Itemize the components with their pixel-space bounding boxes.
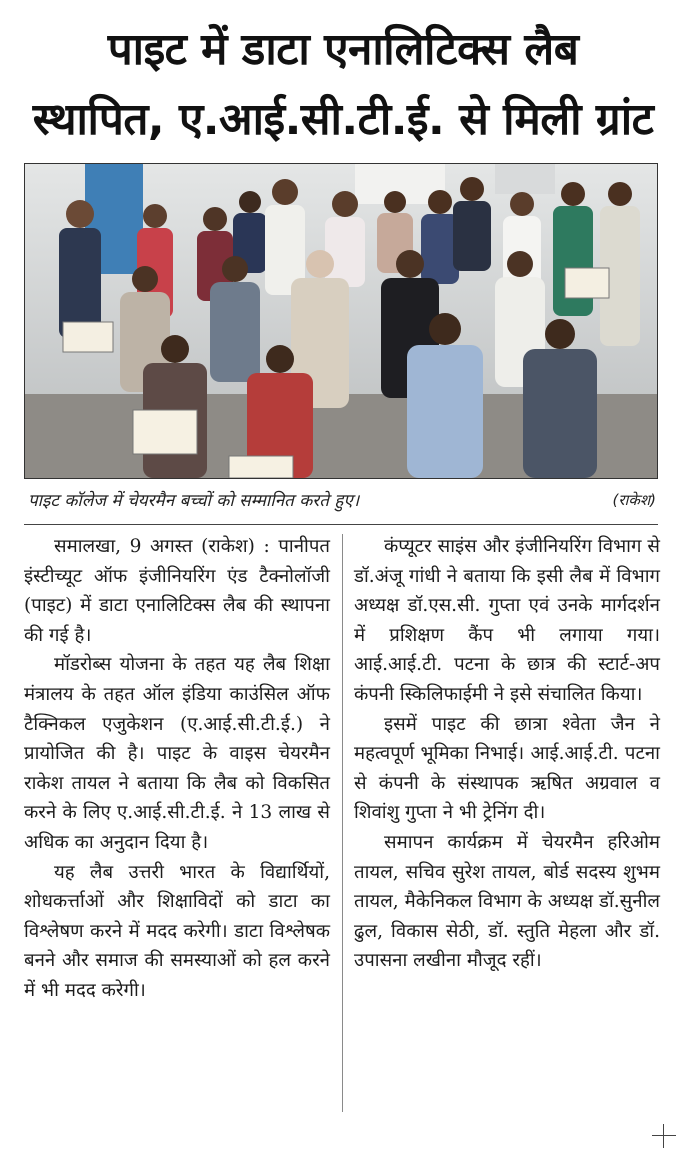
body-column-right: [354, 532, 660, 976]
body-paragraph: मॉडरोब्स योजना के तहत यह लैब शिक्षा मंत्रालय के तहत ऑल इंडिया काउंसिल ऑफ टैक्निकल एजुकेशन (ए.आई.सी.टी.ई.) ने प्रायोजित की है। पाइट के वाइस चेयरमैन राकेश तायल ने बताया कि लैब को विकसित करने के लिए ए.आई.सी.टी.ई. ने 13 लाख से अधिक का अनुदान दिया है।: [24, 654, 330, 853]
photo-caption: पाइट कॉलेज में चेयरमैन बच्चों को सम्मानित करते हुए।: [28, 491, 360, 511]
registration-mark-icon: [652, 1124, 676, 1148]
body-paragraph: यह लैब उत्तरी भारत के विद्यार्थियों, शोधकर्त्ताओं और शिक्षाविदों को डाटा का विश्लेषण करने में मदद करेगी। डाटा विश्लेषक बनने और समाज की समस्याओं को हल करने में भी मदद करेगी।: [24, 861, 330, 1001]
body-paragraph: समापन कार्यक्रम में चेयरमैन हरिओम तायल, सचिव सुरेश तायल, बोर्ड सदस्य शुभम तायल, मैकेनिकल विभाग के अध्यक्ष डॉ.सुनील ढुल, विकास सेठी, डॉ. स्तुति मेहला और डॉ. उपासना लखीना मौजूद रहीं।: [354, 831, 660, 972]
body-paragraph: समालखा, 9 अगस्त (राकेश) : पानीपत इंस्टीच्यूट ऑफ इंजीनियरिंग एंड टैक्नोलॉजी (पाइट) में डाटा एनालिटिक्स लैब की स्थापना की गई है।: [24, 536, 330, 646]
body-paragraph: इसमें पाइट की छात्रा श्वेता जैन ने महत्वपूर्ण भूमिका निभाई। आई.आई.टी. पटना से कंपनी के संस्थापक ऋषित अग्रवाल व शिवांशु गुप्ता ने भी ट्रेनिंग दी।: [354, 713, 660, 824]
headline-line-1: पाइट में डाटा एनालिटिक्स लैब: [107, 24, 579, 75]
headline-line-2: स्थापित, ए.आई.सी.टी.ई. से मिली ग्रांट: [32, 94, 654, 145]
caption-divider: [24, 524, 658, 525]
body-column-left: [24, 532, 330, 1006]
body-paragraph: कंप्यूटर साइंस और इंजीनियरिंग विभाग से डॉ.अंजू गांधी ने बताया कि इसी लैब में विभाग अध्यक्ष डॉ.एस.सी. गुप्ता एवं उनके मार्गदर्शन में प्रशिक्षण कैंप भी लगाया गया। आई.आई.टी. पटना के छात्र की स्टार्ट-अप कंपनी स्किलिफाईमी ने इसे संचालित किया।: [354, 536, 660, 705]
column-divider: [342, 534, 343, 1112]
group-photo: [24, 163, 658, 479]
photo-credit: (राकेश): [612, 491, 656, 509]
